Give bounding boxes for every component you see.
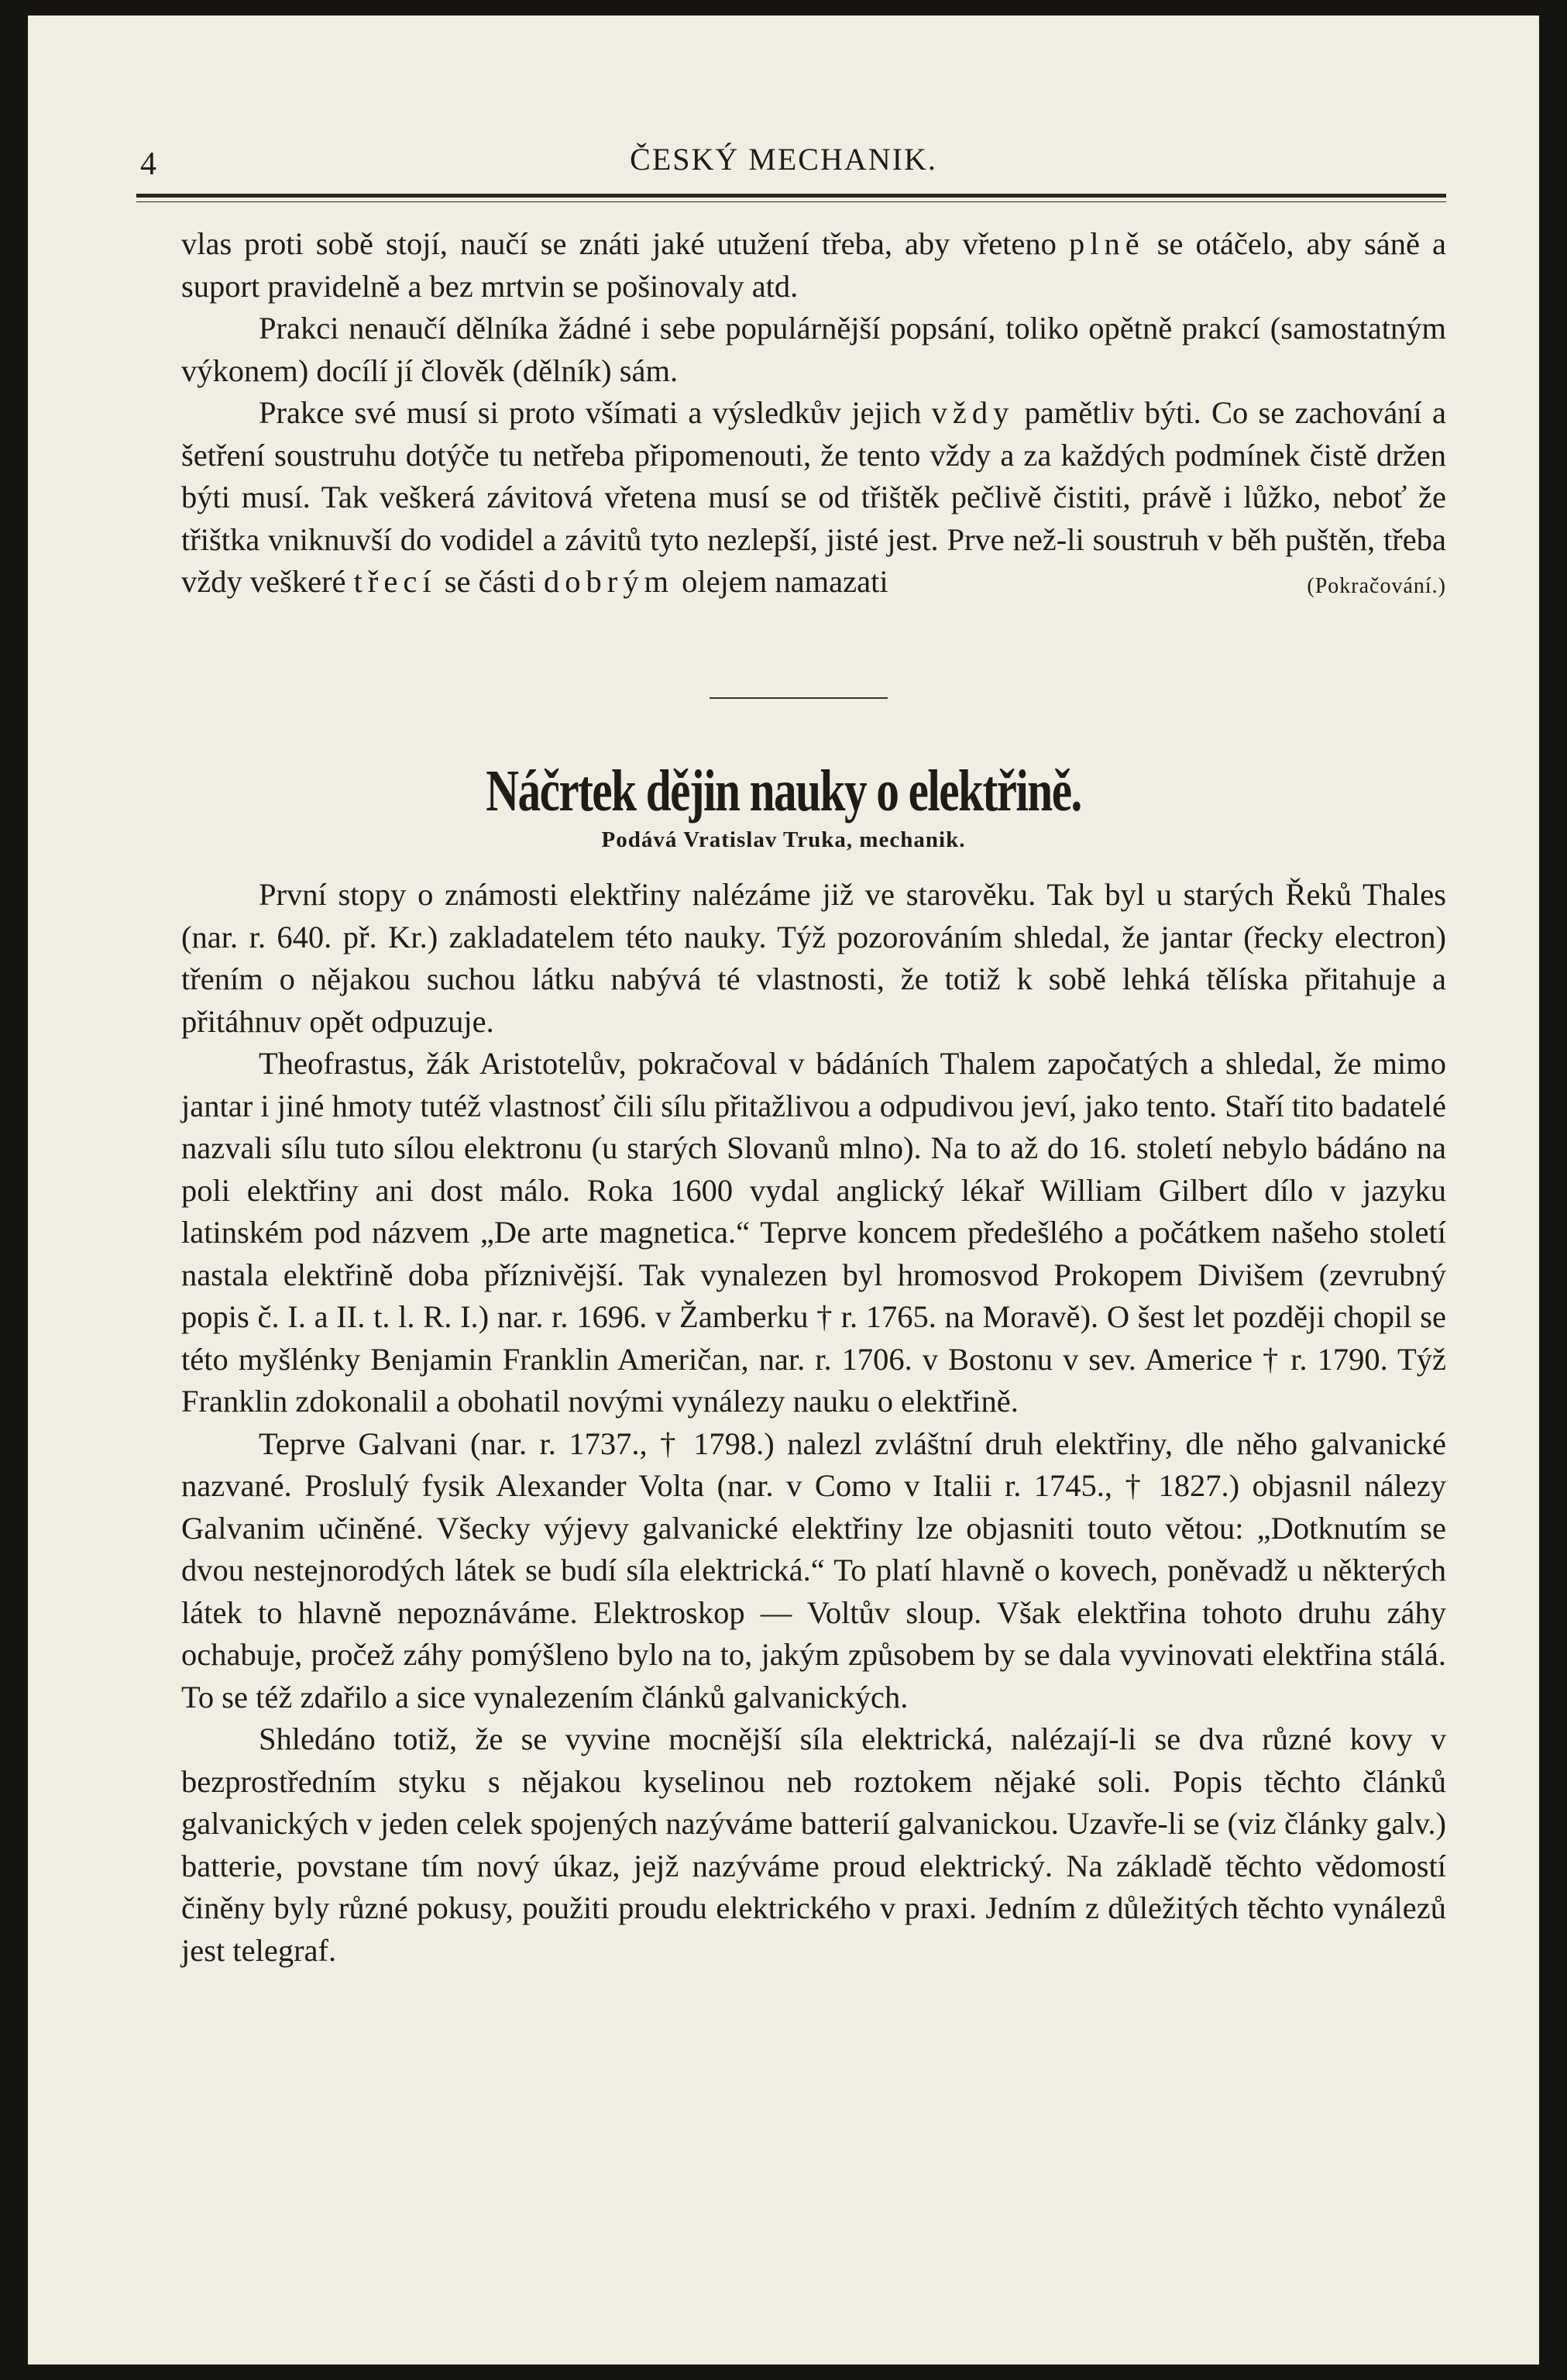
emphasis: třecí <box>353 564 437 599</box>
paragraph: vlas proti sobě stojí, naučí se znáti jaké utužení třeba, aby vřeteno plně se otáčelo, aby sáně a suport pravidelně a bez mrtvin se pošinovaly atd. <box>181 226 1446 304</box>
paragraph: Prakce své musí si proto všímati a výsledkův jejich vždy pamětliv býti. Co se zachování a šetření soustruhu dotýče tu netřeba připomenouti, že tento vždy a za každých podmínek čistě držen býti musí. Tak veškerá závitová vřetena musí se od třištěk pečlivě čistiti, právě i lůžko, neboť že třištka vniknuvší do vodidel a závitů tyto nezlepší, jisté jest. Prve než-li soustruh v běh puštěn, třeba vždy veškeré třecí se části dobrým olejem namazati (Pokračování.) <box>181 392 1446 604</box>
article-body <box>181 874 1446 1972</box>
paragraph: Prakci nenaučí dělníka žádné i sebe populárnější popsání, toliko opětně prakcí (samostatným výkonem) docílí jí člověk (dělník) sám. <box>181 311 1446 388</box>
running-title: ČESKÝ MECHANIK. <box>630 142 937 177</box>
paragraph: První stopy o známosti elektřiny nalézáme již ve starověku. Tak byl u starých Řeků Thales (nar. r. 640. př. Kr.) zakladatelem této nauky. Týž pozorováním shledal, že jantar (řecky electron) třením o nějakou suchou látku nabývá té vlastnosti, že totiž k sobě lehká tělíska přitahuje a přitáhnuv opět odpuzuje. <box>181 877 1446 1039</box>
document-page <box>28 15 1539 2365</box>
header-rule <box>136 194 1446 198</box>
article-title: Náčrtek dějin nauky o elektřině. <box>486 758 1081 824</box>
page-number: 4 <box>140 146 156 182</box>
section-divider <box>710 697 888 699</box>
paragraph: Teprve Galvani (nar. r. 1737., † 1798.) nalezl zvláštní druh elektřiny, dle něho galvanické nazvané. Proslulý fysik Alexander Volta (nar. v Como v Italii r. 1745., † 1827.) objasnil nálezy Galvanim učiněné. Všecky výjevy galvanické elektřiny lze objasniti touto větou: „Dotknutím se dvou nestejnorodých látek se budí síla elektrická.“ To platí hlavně o kovech, poněvadž u některých látek to hlavně nepoznáváme. Elektroskop — Voltův sloup. Však elektřina tohoto druhu záhy ochabuje, pročež záhy pomýšleno bylo na to, jakým způsobem by se dala vyvinovati elektřina stálá. To se též zdařilo a sice vynalezením článků galvanických. <box>181 1426 1446 1714</box>
paragraph: Shledáno totiž, že se vyvine mocnější síla elektrická, nalézají-li se dva různé kovy v bezprostředním styku s nějakou kyselinou neb roztokem nějaké soli. Popis těchto článků galvanických v jeden celek spojených nazýváme batterií galvanickou. Uzavře-li se (viz články galv.) batterie, povstane tím nový úkaz, jejž nazýváme proud elektrický. Na základě těchto vědomostí činěny byly různé pokusy, použiti proudu elektrického v praxi. Jedním z důležitých těchto vynálezů jest telegraf. <box>181 1721 1446 1968</box>
page-header <box>28 138 1539 192</box>
paragraph: Theofrastus, žák Aristotelův, pokračoval v bádáních Thalem započatých a shledal, že mimo jantar i jiné hmoty tutéž vlastnosť čili sílu přitažlivou a odpudivou jeví, jako tento. Staří tito badatelé nazvali sílu tuto sílou elektronu (u starých Slovanů mlno). Na to až do 16. století nebylo bádáno na poli elektřiny ani dost málo. Roka 1600 vydal anglický lékař William Gilbert dílo v jazyku latinském pod názvem „De arte magnetica.“ Teprve koncem předešlého a počátkem našeho století nastala elektřině doba příznivější. Tak vynalezen byl hromosvod Prokopem Divišem (zevrubný popis č. I. a II. t. l. R. I.) nar. r. 1696. v Žamberku † r. 1765. na Moravě). O šest let později chopil se této myšlénky Benjamin Franklin Američan, nar. r. 1706. v Bostonu v sev. Americe † r. 1790. Týž Franklin zdokonalil a obohatil novými vynálezy nauku o elektřině. <box>181 1046 1446 1419</box>
continuation-text <box>181 223 1446 608</box>
emphasis: vždy <box>931 395 1015 430</box>
emphasis: dobrým <box>543 564 674 599</box>
header-rule-thin <box>136 201 1446 202</box>
continued-note: (Pokračování.) <box>1307 574 1446 598</box>
emphasis: plně <box>1068 226 1145 261</box>
article-byline: Podává Vratislav Truka, mechanik. <box>601 827 966 852</box>
